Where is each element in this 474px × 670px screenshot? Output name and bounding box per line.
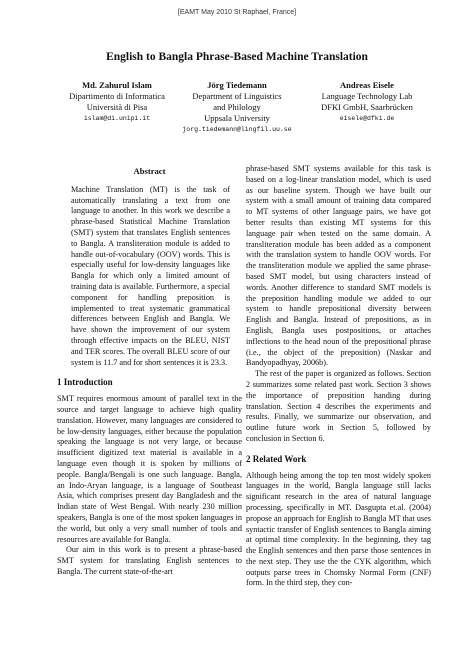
author-affiliation-line: Uppsala University bbox=[204, 113, 270, 123]
paragraph: Although being among the top ten most widely spoken languages in the world, Bangla language still lacks significant research in the area of natural language processing, specifically in MT. Dasgupta et.al. (2004) propose an approach for English to Bangla MT that uses syntactic transfer of English sentences to Bangla aiming at optimal time complexity. In the beginning, they tag the English sentences and then parse those sentences in the next step. They use the the CYK algorithm, which outputs parse trees in Chomsky Normal Form (CNF) form. In the third step, they con- bbox=[246, 470, 431, 588]
author-email: islam@di.unipi.it bbox=[83, 115, 151, 122]
abstract-heading: Abstract bbox=[133, 166, 166, 176]
author-affiliation-line: Language Technology Lab bbox=[321, 91, 413, 101]
paragraph: phrase-based SMT systems available for this task is based on a log-linear translation model, which is used as our baseline system. Though we have built our system with a small amount of training data compared to MT systems of other language pairs, we have got better results than existing MT systems for this language pair when tested on the same domain. A transliteration module has been added as a component with the translation system to handle OOV words. For the transliteration module we applied the same phrase-based SMT model, but using characters instead of words. Another difference to standard SMT models is the preposition handling module we added to our system to handle prepositional diversity between English and Bangla. Instead of prepositions, as in English, Bangla uses postpositions, or attaches inflections to the head noun of the prepositional phrase (i.e., the object of the preposition) (Naskar and Bandyopadhyay, 2006b). bbox=[246, 164, 431, 368]
paper-title: English to Bangla Phrase-Based Machine Translation bbox=[106, 51, 368, 63]
conference-note: [EAMT May 2010 St Raphael, France] bbox=[177, 9, 297, 16]
paragraph: Our aim in this work is to present a phrase-based SMT system for translating English sentences to Bangla. The current state-of-the-art bbox=[57, 545, 242, 576]
author-1 bbox=[52, 80, 182, 124]
author-affiliation-line: DFKI GmbH, Saarbrücken bbox=[321, 102, 413, 112]
author-name: Andreas Eisele bbox=[340, 80, 394, 90]
author-name: Md. Zahurul Islam bbox=[82, 80, 152, 90]
author-affiliation-line: Department of Linguistics bbox=[192, 91, 282, 101]
section-heading-related-work: 2 Related Work bbox=[246, 453, 307, 464]
author-3 bbox=[300, 80, 434, 124]
left-column bbox=[57, 166, 242, 578]
author-affiliation-line: Dipartimento di Informatica bbox=[69, 91, 165, 101]
author-2 bbox=[170, 80, 304, 135]
abstract-text: Machine Translation (MT) is the task of automatically translating a text from one language to another. In this work we describe a phrase-based Statistical Machine Translation (SMT) system that translates English sentences to Bangla. A transliteration module is added to handle out-of-vocabulary (OOV) words. This is especially useful for low-density languages like Bangla for which only a limited amount of training data is available. Furthermore, a special component for handling preposition is implemented to treat systematic grammatical differences between English and Bangla. We have shown the improvement of our system through effective impacts on the BLEU, NIST and TER scores. The overall BLEU score of our system is 11.7 and for short sentences it is 23.3. bbox=[71, 184, 230, 367]
author-affiliation-line: and Philology bbox=[213, 102, 261, 112]
section-heading-introduction: 1 Introduction bbox=[57, 377, 113, 388]
author-name: Jörg Tiedemann bbox=[207, 80, 267, 90]
right-column bbox=[246, 164, 431, 589]
author-email: jorg.tiedemann@lingfil.uu.se bbox=[182, 126, 292, 133]
author-affiliation-line: Università di Pisa bbox=[86, 102, 148, 112]
author-email: eisele@dfki.de bbox=[339, 115, 395, 122]
paragraph: SMT requires enormous amount of parallel text in the source and target language to achieve high quality translation. However, many languages are considered to be low-density languages, either because the population speaking the language is not very large, or because insufficient digitized text material is available in a language even though it is spoken by millions of people. Bangla/Bengali is one such language. Bangla, an Indo-Aryan language, is a language of Southeast Asia, which comprises present day Bangladesh and the Indian state of West Bengal. With nearly 230 million speakers, Bangla is one of the most spoken languages in the world, but only a very small number of tools and resources are available for Bangla. bbox=[57, 394, 242, 544]
paragraph: The rest of the paper is organized as follows. Section 2 summarizes some related past work. Section 3 shows the importance of preposition handing during translation. Section 4 describes the experiments and results. Finally, we summarize our observation, and outline future work in Section 5, followed by conclusion in Section 6. bbox=[246, 369, 431, 443]
